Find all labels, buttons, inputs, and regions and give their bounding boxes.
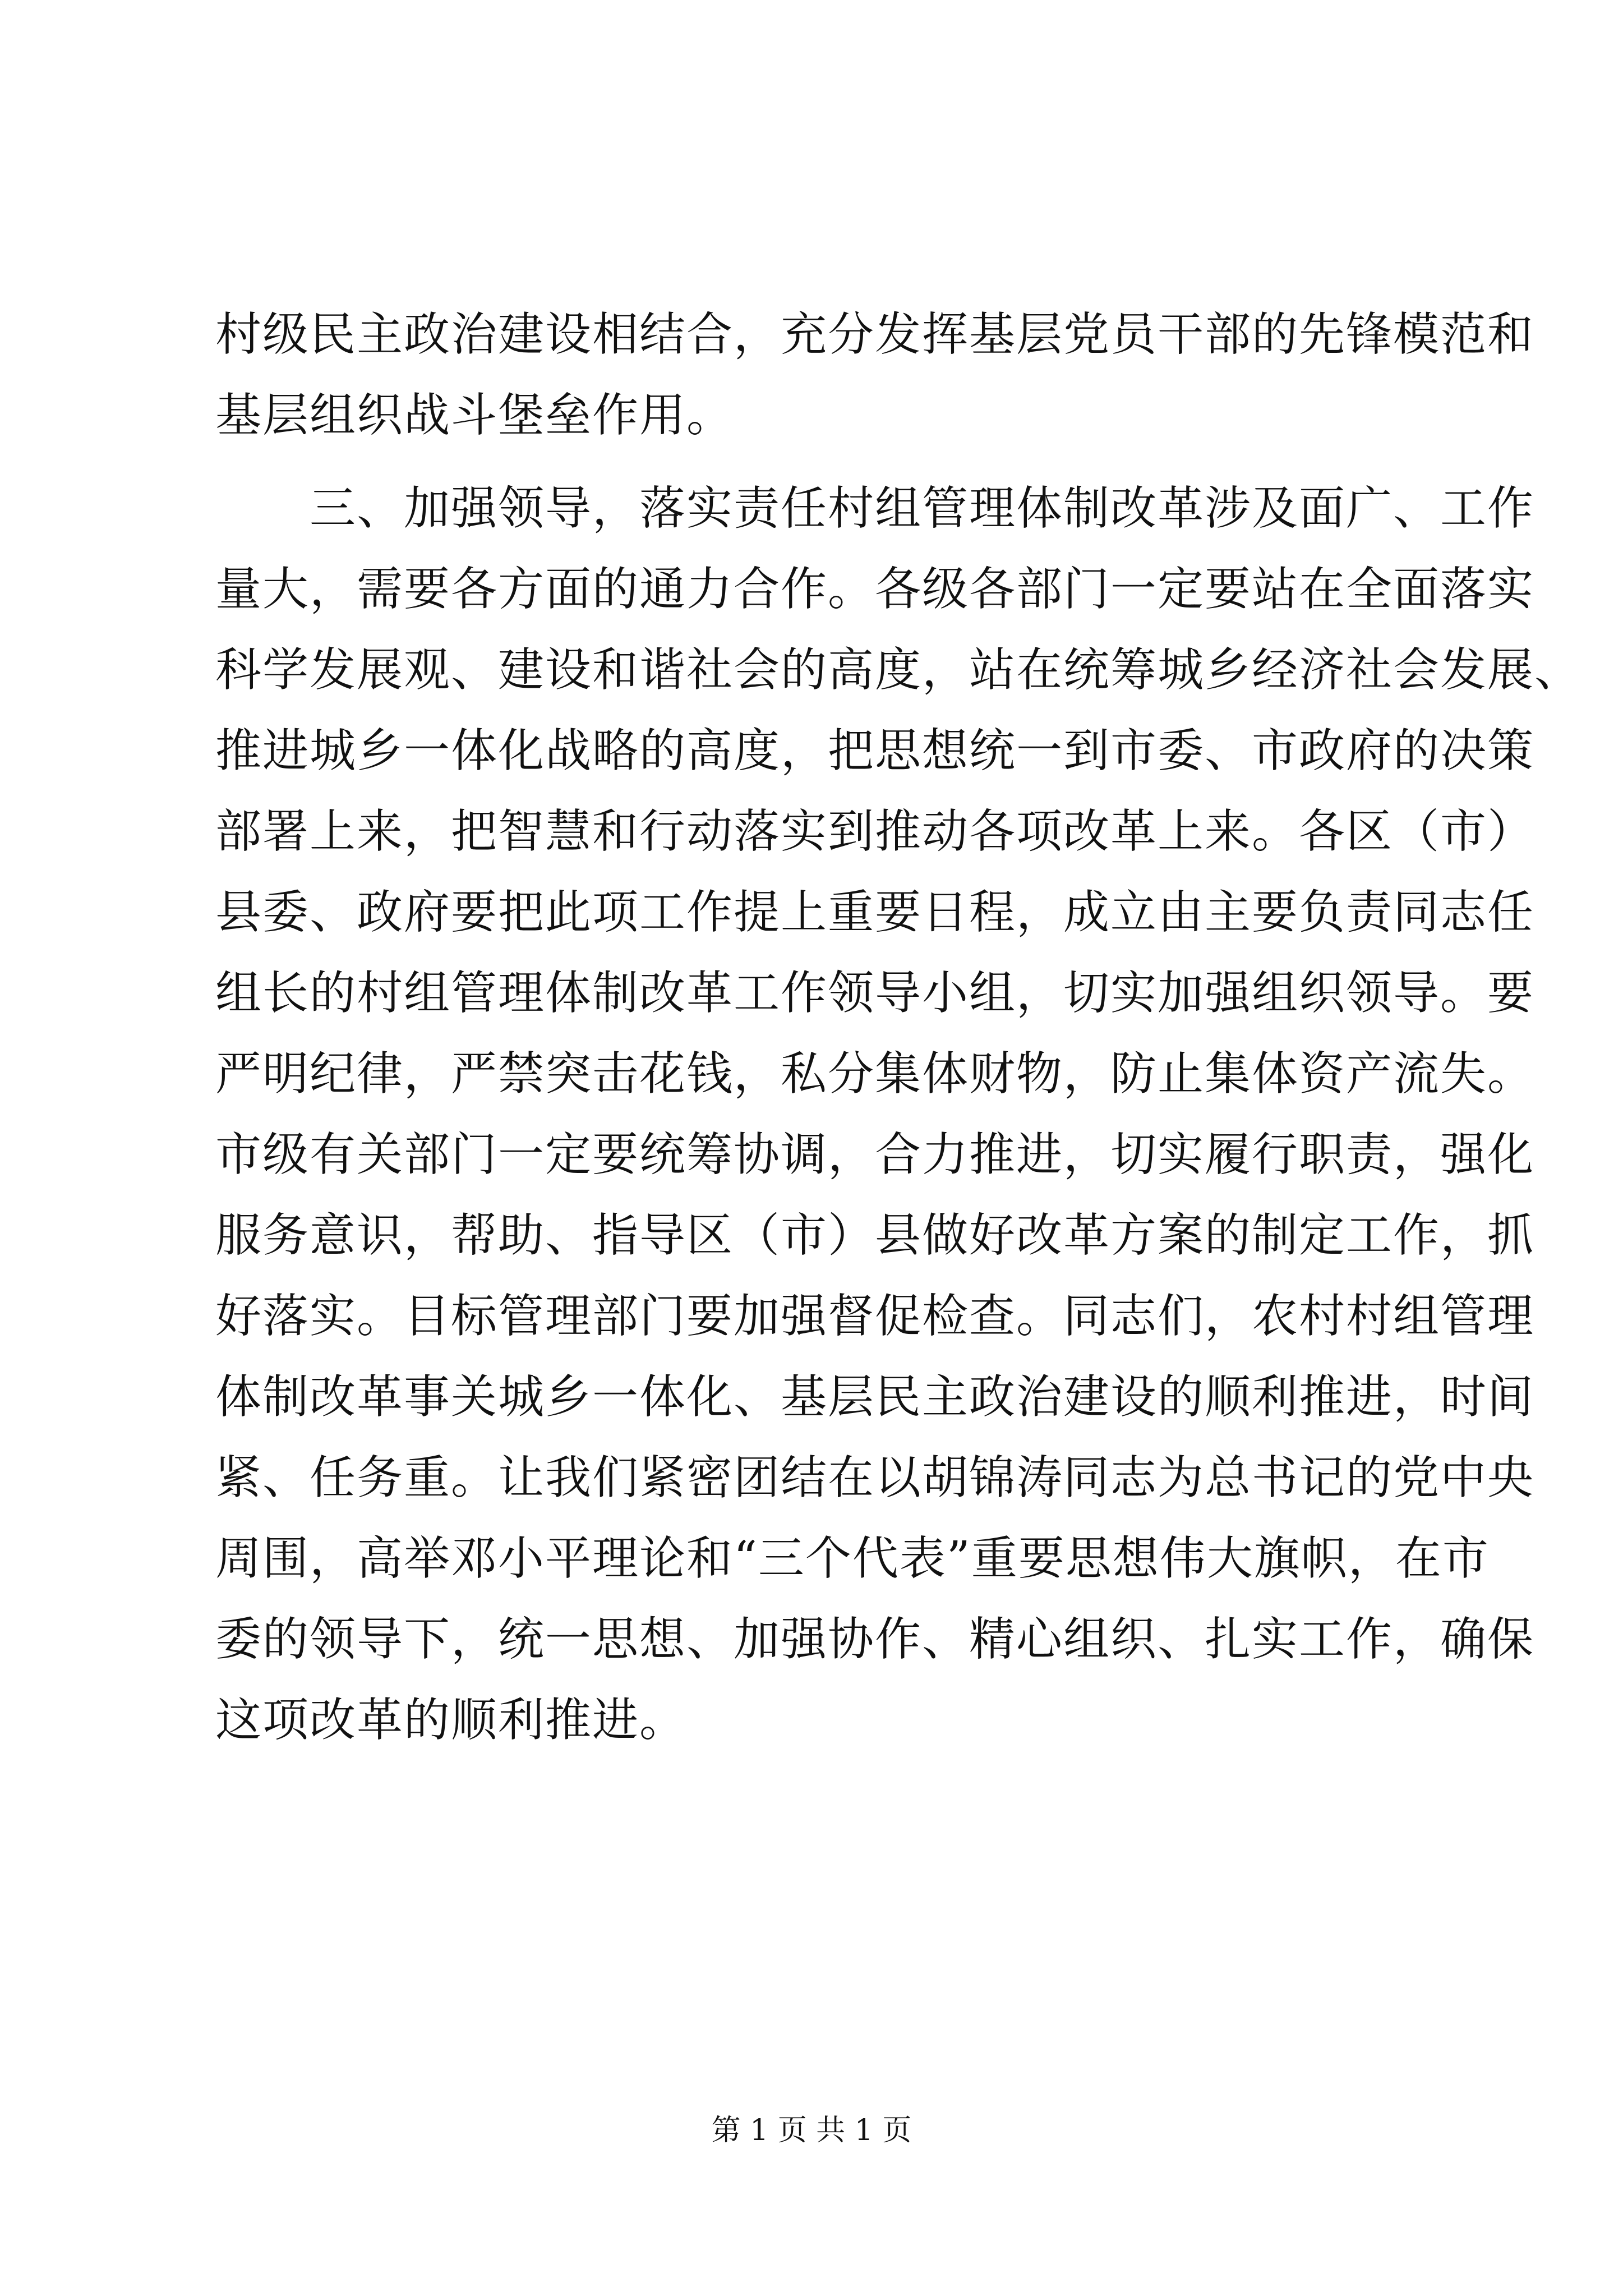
text-line: 好落实。目标管理部门要加强督促检查。同志们，农村村组管理 [215,1290,1535,1343]
text-line: 县委、政府要把此项工作提上重要日程，成立由主要负责同志任 [215,886,1535,939]
text-line: 严明纪律，严禁突击花钱，私分集体财物，防止集体资产流失。 [215,1047,1535,1101]
document-body [215,295,1582,1761]
text-line: 紧、任务重。让我们紧密团结在以胡锦涛同志为总书记的党中央 [215,1451,1535,1504]
text-line: 科学发展观、建设和谐社会的高度，站在统筹城乡经济社会发展、 [215,643,1582,697]
text-line: 委的领导下，统一思想、加强协作、精心组织、扎实工作，确保 [215,1613,1535,1666]
page-number-footer: 第 1 页 共 1 页 [711,2114,912,2147]
text-line: 村级民主政治建设相结合，充分发挥基层党员干部的先锋模范和 [215,308,1535,361]
paragraph-1 [215,295,1535,456]
text-line: 量大，需要各方面的通力合作。各级各部门一定要站在全面落实 [215,563,1535,616]
text-line: 市级有关部门一定要统筹协调，合力推进，切实履行职责，强化 [215,1128,1535,1181]
text-line: 周围，高举邓小平理论和“三个代表”重要思想伟大旗帜，在市 [215,1532,1490,1585]
text-line: 体制改革事关城乡一体化、基层民主政治建设的顺利推进，时间 [215,1370,1535,1424]
text-line: 三、加强领导，落实责任村组管理体制改革涉及面广、工作 [215,482,1535,535]
text-line: 组长的村组管理体制改革工作领导小组，切实加强组织领导。要 [215,967,1535,1020]
paragraph-gap [215,456,1427,468]
text-line: 这项改革的顺利推进。 [215,1694,687,1747]
text-line: 推进城乡一体化战略的高度，把思想统一到市委、市政府的决策 [215,724,1535,777]
text-line: 基层组织战斗堡垒作用。 [215,389,734,442]
text-line: 部署上来，把智慧和行动落实到推动各项改革上来。各区（市） [215,805,1535,858]
paragraph-2 [215,468,1582,1761]
text-line: 服务意识，帮助、指导区（市）县做好改革方案的制定工作，抓 [215,1209,1535,1262]
